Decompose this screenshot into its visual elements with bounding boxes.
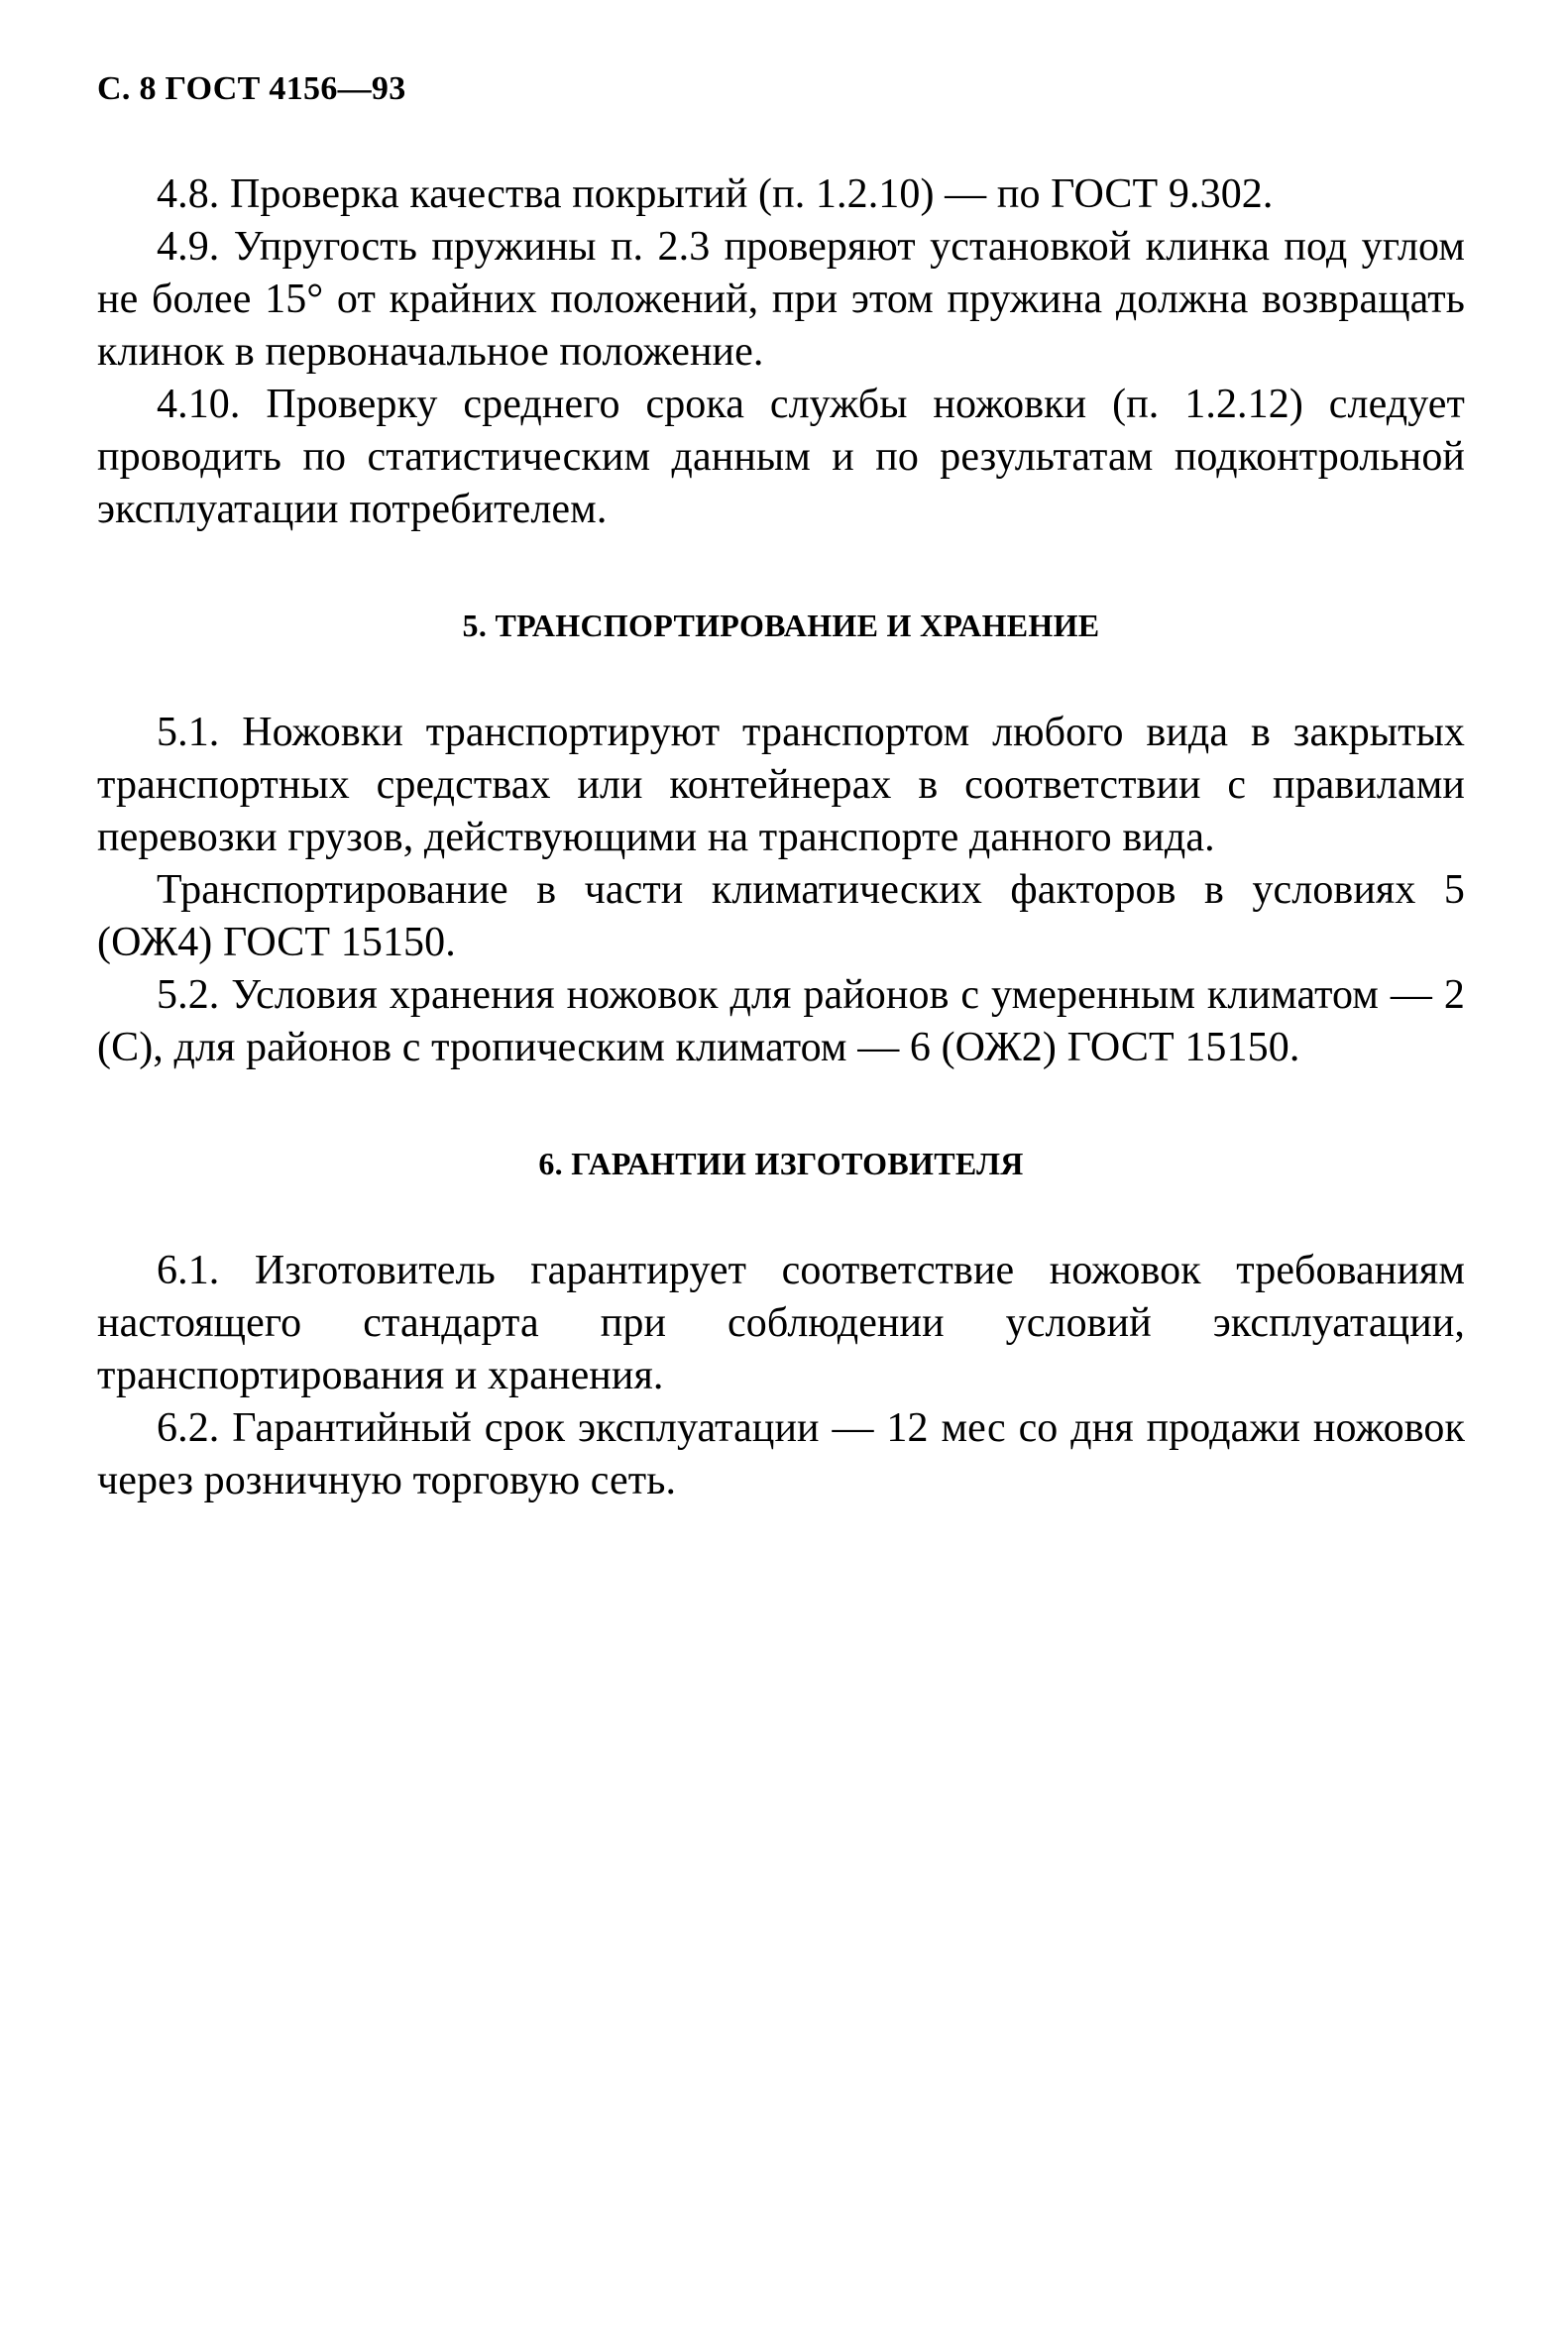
clause-4-10: 4.10. Проверку среднего срока службы ножовки (п. 1.2.12) следует проводить по статистическим данным и по результатам подконтрольной эксплуатации потребителем.	[97, 382, 1465, 532]
clause-5-1: 5.1. Ножовки транспортируют транспортом любого вида в закрытых транспортных средствах или контейнерах в соответствии с правилами перевозки грузов, действующими на транспорте данного вида.	[97, 710, 1465, 860]
running-head: С. 8 ГОСТ 4156—93	[97, 70, 406, 107]
section-5-heading: 5. ТРАНСПОРТИРОВАНИЕ И ХРАНЕНИЕ	[462, 608, 1100, 643]
clause-4-8: 4.8. Проверка качества покрытий (п. 1.2.10) — по ГОСТ 9.302.	[157, 171, 1274, 217]
clause-5-2: 5.2. Условия хранения ножовок для районов с умеренным климатом — 2 (С), для районов с тропическим климатом — 6 (ОЖ2) ГОСТ 15150.	[97, 972, 1465, 1070]
clause-6-1: 6.1. Изготовитель гарантирует соответствие ножовок требованиям настоящего стандарта при соблюдении условий эксплуатации, транспортирования и хранения.	[97, 1248, 1465, 1398]
section-6-heading: 6. ГАРАНТИИ ИЗГОТОВИТЕЛЯ	[538, 1146, 1024, 1181]
clause-6-2: 6.2. Гарантийный срок эксплуатации — 12 мес со дня продажи ножовок через розничную торговую сеть.	[97, 1405, 1465, 1503]
clause-5-1-transport: Транспортирование в части климатических факторов в условиях 5 (ОЖ4) ГОСТ 15150.	[97, 867, 1465, 965]
document-page	[97, 69, 1465, 1507]
clause-4-9: 4.9. Упругость пружины п. 2.3 проверяют установкой клинка под углом не более 15° от крайних положений, при этом пружина должна возвращать клинок в первоначальное положение.	[97, 224, 1465, 375]
